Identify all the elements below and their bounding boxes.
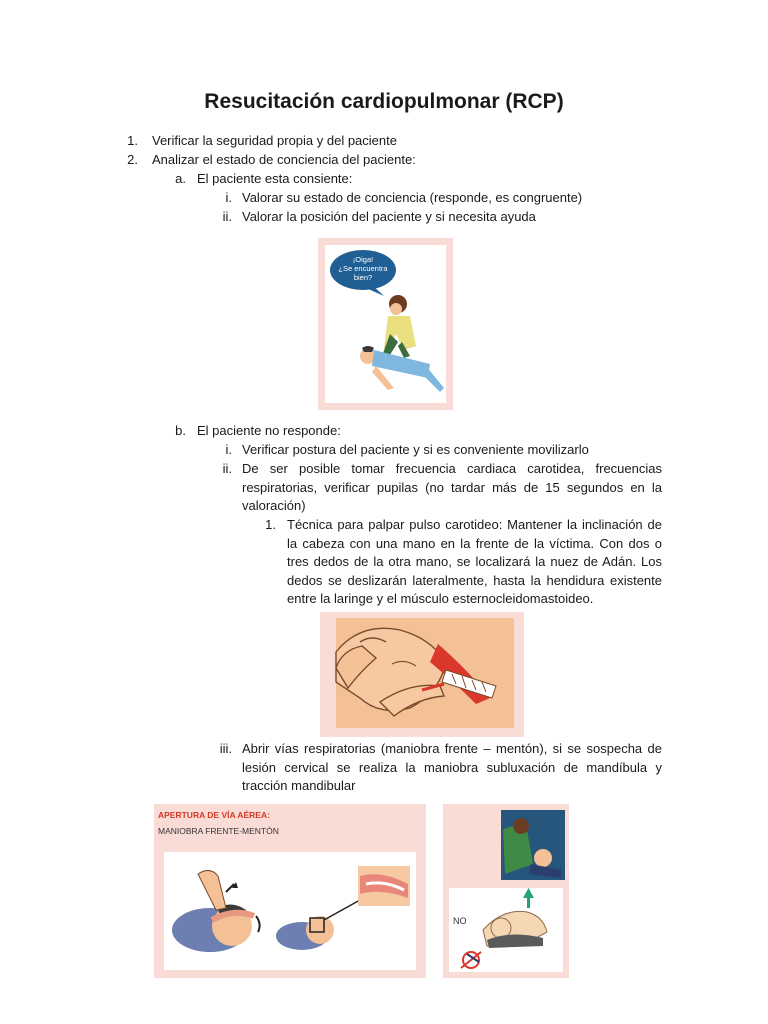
list-marker: 1. (127, 133, 138, 148)
bubble-line: bien? (353, 273, 373, 282)
list-item-text: Verificar postura del paciente y si es conveniente movilizarlo (242, 442, 589, 457)
list-marker: i. (225, 190, 232, 205)
jaw-thrust-illustration (443, 804, 569, 978)
list-item-text: Valorar la posición del paciente y si necesita ayuda (242, 209, 536, 224)
list-marker: ii. (222, 461, 232, 476)
figure-carotid-pulse (320, 612, 524, 737)
check-consciousness-illustration (318, 238, 453, 410)
list-marker: b. (175, 423, 186, 438)
list-marker: 2. (127, 152, 138, 167)
page-title: Resucitación cardiopulmonar (RCP) (204, 90, 564, 113)
list-item-text: Abrir vías respiratorias (maniobra frente – mentón), si se sospecha de lesión cervical se realiza la maniobra subluxación de mandíbula y tracción mandibular (242, 741, 662, 794)
list-item-text: El paciente no responde: (197, 423, 341, 438)
list-item-text: Técnica para palpar pulso carotideo: Mantener la inclinación de la cabeza con una mano en la frente de la víctima. Con dos o tres dedos de la otra mano, se localizará la nuez de Adán. Los dedos se deslizarán lateralmente, hasta la hendidura existente entre la laringe y el músculo esternocleidomastoideo. (287, 517, 662, 607)
list-marker: 1. (265, 517, 276, 532)
no-label: NO (453, 916, 467, 926)
list-item-text: Verificar la seguridad propia y del paciente (152, 133, 397, 148)
list-marker: i. (225, 442, 232, 457)
bubble-line: ¡Oiga! (352, 255, 374, 264)
list-item-text: De ser posible tomar frecuencia cardiaca carotidea, frecuencias respiratorias, verificar pupilas (no tardar más de 15 segundos en la valoración) (242, 461, 662, 514)
figure-jaw-thrust (443, 804, 569, 978)
list-item-text: El paciente esta consiente: (197, 171, 353, 186)
list-marker: ii. (222, 209, 232, 224)
figure-check-consciousness (318, 238, 453, 410)
carotid-pulse-illustration (320, 612, 524, 737)
figure-heading: APERTURA DE VÍA AÉREA: (158, 810, 270, 820)
list-item-text: Valorar su estado de conciencia (responde, es congruente) (242, 190, 583, 205)
list-item-text: Analizar el estado de conciencia del paciente: (152, 152, 416, 167)
head-tilt-chin-lift-illustration (154, 804, 426, 978)
list-marker: iii. (219, 741, 232, 756)
figure-head-tilt-chin-lift (154, 804, 426, 978)
figure-heading: MANIOBRA FRENTE-MENTÓN (158, 826, 279, 836)
bubble-line: ¿Se encuentra (338, 264, 388, 273)
list-marker: a. (175, 171, 186, 186)
